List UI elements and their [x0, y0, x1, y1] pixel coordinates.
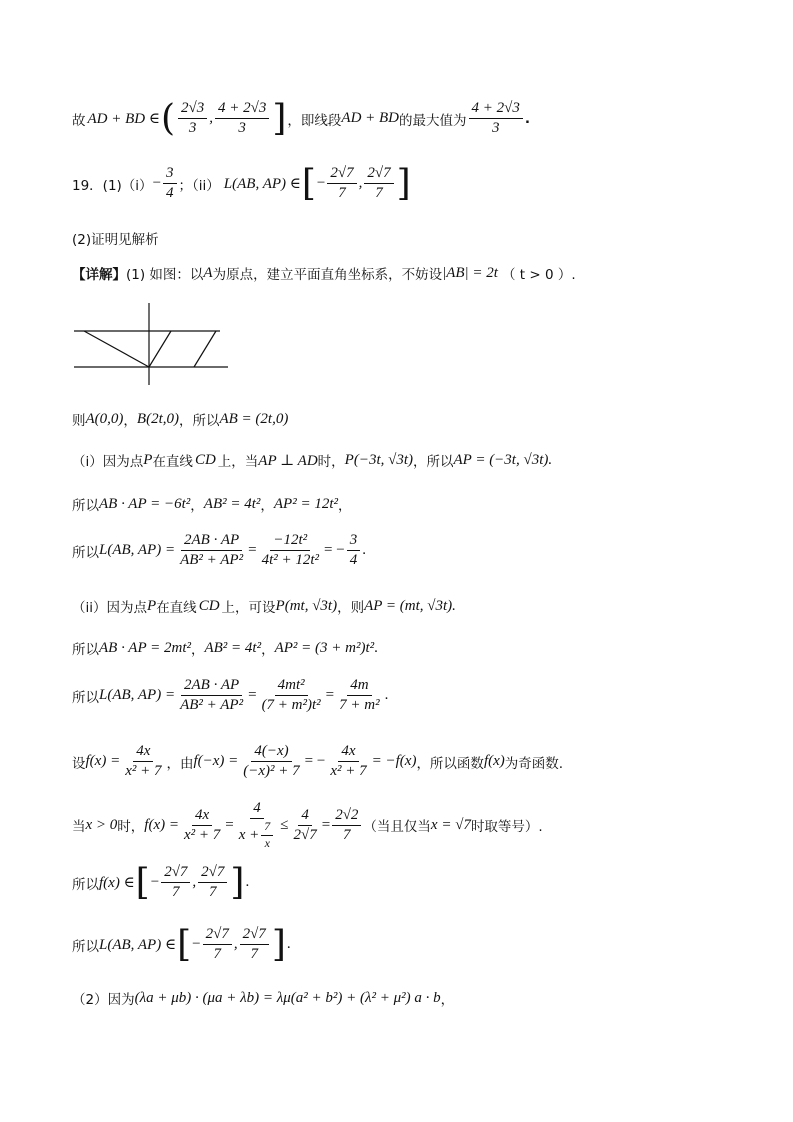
equals: = [325, 687, 335, 704]
line-dot-products-i [72, 494, 352, 514]
line-case-i [72, 450, 552, 470]
denominator: 3 [238, 120, 246, 137]
math-expr: A(0,0) [85, 410, 124, 427]
numerator: 4m [347, 677, 371, 696]
line-coordinates [72, 409, 288, 429]
fraction [178, 100, 207, 138]
text: （i）因为点 [72, 454, 144, 470]
line-part-2 [72, 988, 454, 1008]
fraction [327, 743, 369, 781]
separator: , [209, 110, 213, 127]
math-var: P [143, 451, 153, 468]
text: 上，当 [217, 454, 259, 470]
fraction [364, 165, 393, 203]
line-conclusion-ad-bd [72, 97, 531, 139]
denominator: x² + 7 [330, 763, 367, 780]
math-expr: x = √7 [430, 816, 471, 833]
text: ， [123, 413, 137, 429]
denominator: 7 [209, 884, 217, 901]
denominator: 4t² + 12t² [261, 552, 320, 569]
math-expr: f(x) [483, 753, 505, 770]
text: . [524, 110, 531, 127]
text: 所以 [72, 938, 99, 955]
fraction [181, 807, 223, 845]
text: 所以 [72, 544, 99, 561]
numerator: 3 [163, 165, 177, 184]
equals: = − [324, 542, 345, 559]
denominator: (7 + m²)t² [261, 697, 321, 714]
math-var: CD [198, 597, 220, 614]
text: ， [260, 498, 274, 514]
math-expr: AP² = (3 + m²)t² [274, 639, 375, 656]
denominator: 3 [491, 120, 500, 137]
text: (2)证明见解析 [72, 232, 159, 248]
math-expr: L(AB, AP) = [99, 542, 176, 559]
math-expr: (λa + μb) · (μa + λb) = λμ(a² + b²) + (λ² + μ²) a · b [134, 989, 441, 1006]
math-expr: P(−3t, √3t) [344, 451, 414, 468]
bracket-left: ( [160, 97, 176, 139]
denominator [236, 819, 279, 851]
math-expr: AB = (2t,0) [219, 410, 289, 427]
fraction [236, 800, 279, 851]
math-expr: AB · AP = −6t² [99, 495, 191, 512]
text: ，则 [337, 600, 365, 616]
text: 在直线 [156, 600, 197, 616]
math-expr: L(AB, AP) = [99, 687, 176, 704]
line-answer-19: 19．(1)（i） − $\frac{3}{4}$ ；（ii） L(AB, AP) ∈ [ − $\frac{2√7}{7}$ , $\frac{2√7}{7}$ ] [72, 162, 411, 204]
fraction [290, 807, 319, 845]
bracket-right: ] [271, 923, 286, 965]
fraction [215, 100, 269, 138]
text: 时， [317, 454, 345, 470]
denominator: 7 [172, 884, 180, 901]
math-expr: AB² = 4t² [204, 639, 262, 656]
numerator: 3 [347, 532, 361, 551]
math-expr: AD + BD [341, 110, 400, 127]
figure-svg [70, 295, 245, 390]
denominator: 7 + m² [339, 697, 380, 714]
text: 在直线 [152, 454, 193, 470]
text: . [362, 542, 366, 559]
text: 当 [72, 819, 86, 836]
numerator: 2√7 [161, 864, 190, 883]
denominator: 2√7 [293, 826, 317, 843]
equals: = [225, 816, 234, 833]
denominator: 7 [338, 185, 346, 202]
fraction [163, 165, 177, 203]
math-expr: f(x) = [85, 753, 121, 770]
fraction [240, 926, 269, 964]
numerator: 2√7 [198, 864, 227, 883]
numerator: 2AB · AP [181, 677, 242, 696]
numerator: 4(−x) [251, 743, 291, 762]
denominator: 7 [250, 946, 258, 963]
line-case-ii [72, 596, 456, 616]
text: 时取等号）. [470, 819, 543, 836]
text: 为奇函数. [504, 755, 564, 772]
detail-tag: 【详解】 [72, 267, 126, 283]
math-expr: AB² = 4t² [203, 495, 261, 512]
line-proof-note [72, 228, 159, 248]
equals: = [321, 816, 331, 833]
denominator: (−x)² + 7 [243, 763, 300, 780]
le-sign: ≤ [280, 816, 289, 833]
denominator: 4 [349, 552, 358, 569]
text: ， [261, 642, 275, 658]
text: ， [440, 992, 455, 1008]
text: . [245, 874, 250, 891]
segment-ad [149, 331, 171, 367]
math-expr: B(2t,0) [136, 410, 179, 427]
fraction [259, 677, 324, 715]
math-expr: AB · AP = 2mt² [99, 639, 191, 656]
text: ， [190, 498, 204, 514]
math-expr: L(AB, AP) ∈ [99, 937, 177, 954]
text: 所以 [72, 498, 99, 514]
fraction [177, 532, 246, 570]
denominator: 3 [188, 120, 197, 137]
segment-pa [84, 331, 149, 367]
numerator: 4 [298, 807, 312, 826]
minus-sign: − [192, 936, 201, 953]
text: （2）因为 [72, 992, 135, 1008]
text: ，所以函数 [416, 755, 484, 772]
fraction [198, 864, 227, 902]
text: （ii）因为点 [72, 600, 148, 616]
nested-fraction [261, 820, 273, 851]
math-expr: f(x) = [144, 816, 179, 833]
denominator: x² + 7 [125, 763, 162, 780]
text: ，即线段 [287, 112, 342, 129]
line-detail-intro [72, 263, 576, 283]
text: . [374, 639, 378, 656]
math-expr: AP ⊥ AD [258, 452, 318, 469]
numerator: 4x [338, 743, 358, 762]
text: 所以 [72, 876, 99, 893]
line-odd-function [72, 743, 563, 781]
text: 上，可设 [221, 600, 276, 616]
text: ，所以 [178, 413, 220, 429]
text: 则 [72, 413, 86, 429]
math-expr: P(mt, √3t) [275, 597, 338, 614]
coordinate-figure [70, 295, 245, 390]
fraction [347, 532, 361, 570]
answer-label: 19．(1)（i） [72, 177, 153, 194]
fraction [259, 532, 322, 570]
numerator: 4x [133, 743, 153, 762]
denominator: 7 [375, 185, 383, 202]
numerator: 2√7 [364, 165, 393, 184]
math-expr: |AB| = 2t [442, 264, 498, 281]
numerator: 4mt² [275, 677, 308, 696]
line-l-value-i [72, 532, 366, 570]
fraction [177, 677, 246, 715]
line-l-value-ii [72, 677, 388, 715]
text: 故 [72, 112, 86, 129]
math-expr: AD + BD ∈ [87, 111, 160, 128]
text: (1) 如图：以 [126, 267, 204, 283]
minus-sign: − [152, 175, 162, 192]
text: ，由 [166, 755, 194, 772]
fraction [122, 743, 164, 781]
text: ，所以 [413, 454, 454, 470]
bracket-right: ] [272, 97, 287, 139]
text: . [286, 936, 291, 953]
segment-bc [194, 331, 216, 367]
text: 的最大值为 [399, 112, 467, 129]
text: ， [190, 642, 205, 658]
bracket-right: ] [396, 162, 411, 204]
bracket-left: [ [301, 162, 316, 204]
fraction [469, 100, 523, 138]
text: 设 [72, 755, 86, 772]
bracket-left: [ [177, 923, 192, 965]
numerator: 4 + 2√3 [469, 100, 523, 119]
fraction [203, 926, 232, 964]
denominator: 7 [213, 946, 221, 963]
numerator: 4 [250, 800, 264, 819]
denominator: 4 [166, 185, 174, 202]
numerator: 7 [261, 820, 273, 836]
math-expr: x > 0 [85, 816, 118, 833]
numerator: 4x [192, 807, 212, 826]
fraction [161, 864, 190, 902]
fraction [240, 743, 302, 781]
text: （当且仅当 [363, 819, 431, 836]
math-expr: f(−x) = [193, 753, 239, 770]
math-expr: AP = (−3t, √3t). [453, 451, 553, 468]
math-expr: AP² = 12t² [273, 495, 338, 512]
text: . [384, 687, 389, 704]
math-expr: f(x) ∈ [99, 875, 135, 892]
fraction [332, 807, 361, 845]
text: 为原点，建立平面直角坐标系，不妨设 [212, 267, 443, 283]
line-range-l: 所以 L(AB, AP) ∈ [ − $\frac{2√7}{7}$ , $\frac{2√7}{7}$ ] . [72, 923, 291, 965]
fraction [336, 677, 382, 715]
minus-sign: − [316, 175, 326, 192]
bracket-left: [ [135, 861, 150, 903]
text: 所以 [72, 642, 99, 658]
text: 时， [117, 819, 145, 836]
numerator: 2√7 [327, 165, 356, 184]
math-expr: L(AB, AP) ∈ [223, 176, 301, 193]
denominator-part: x + [238, 826, 260, 843]
equals: = [248, 687, 257, 704]
equals: = [248, 542, 257, 559]
denominator: x [264, 836, 270, 851]
math-var: P [147, 597, 157, 614]
math-expr: = −f(x) [371, 753, 417, 770]
denominator: x² + 7 [183, 826, 221, 843]
line-dot-products-ii [72, 638, 378, 658]
numerator: 2√2 [332, 807, 361, 826]
denominator: AB² + AP² [180, 552, 244, 569]
text: 所以 [72, 689, 99, 706]
math-expr: AP = (mt, √3t). [364, 597, 456, 614]
line-max-value [72, 800, 543, 851]
text: （ t > 0 ）. [501, 267, 576, 283]
numerator: 2√3 [178, 100, 207, 119]
numerator: 4 + 2√3 [215, 100, 269, 119]
text: ；（ii） [178, 177, 220, 194]
equals: = − [304, 753, 326, 770]
numerator: 2√7 [203, 926, 232, 945]
line-range-f: 所以 f(x) ∈ [ − $\frac{2√7}{7}$ , $\frac{2√7}{7}$ ] . [72, 861, 250, 903]
bracket-right: ] [230, 861, 245, 903]
numerator: −12t² [270, 532, 310, 551]
math-var: A [203, 264, 213, 281]
math-var: CD [194, 451, 216, 468]
text: ， [338, 498, 352, 514]
numerator: 2AB · AP [181, 532, 242, 551]
minus-sign: − [150, 874, 160, 891]
denominator: AB² + AP² [180, 697, 244, 714]
denominator: 7 [343, 826, 351, 843]
numerator: 2√7 [240, 926, 269, 945]
fraction [327, 165, 356, 203]
